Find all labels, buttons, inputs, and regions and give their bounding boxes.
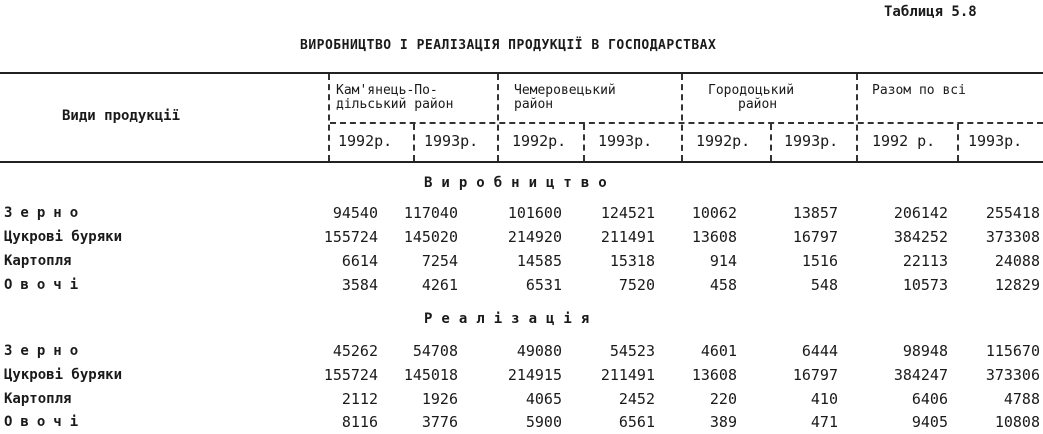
cell: 145020	[403, 228, 458, 246]
col-sep-year2	[583, 124, 585, 161]
header-mid-rule	[330, 122, 1043, 124]
table-label: Таблиця 5.8	[884, 4, 977, 20]
row-label: Цукрові буряки	[4, 229, 123, 245]
col-sep-region3	[856, 74, 858, 161]
section-title-production: Виробництво	[424, 175, 616, 191]
year-header: 1993р.	[424, 132, 479, 150]
year-header: 1993р.	[598, 132, 653, 150]
row-label: Цукрові буряки	[4, 367, 123, 383]
cell: 914	[709, 252, 737, 270]
cell: 13857	[792, 204, 838, 222]
cell: 13608	[691, 228, 737, 246]
cell: 410	[810, 390, 838, 408]
year-header: 1992р.	[512, 132, 567, 150]
cell: 384252	[893, 228, 948, 246]
region-header-2: Чемеровецький район	[514, 83, 616, 112]
cell: 206142	[893, 204, 948, 222]
row-label: Овочі	[4, 277, 87, 293]
cell: 101600	[507, 204, 562, 222]
cell: 1516	[801, 252, 838, 270]
region-header-1: Кам'янець-По- дільський район	[336, 83, 454, 112]
year-header: 1992 р.	[872, 132, 936, 150]
cell: 373306	[985, 366, 1040, 384]
cell: 14585	[516, 252, 562, 270]
cell: 3584	[341, 276, 378, 294]
row-label: Овочі	[4, 414, 87, 430]
cell: 373308	[985, 228, 1040, 246]
cell: 54708	[412, 342, 458, 360]
cell: 117040	[403, 204, 458, 222]
cell: 12829	[994, 276, 1040, 294]
cell: 49080	[516, 342, 562, 360]
cell: 145018	[403, 366, 458, 384]
cell: 384247	[893, 366, 948, 384]
cell: 24088	[994, 252, 1040, 270]
cell: 6531	[525, 276, 562, 294]
header-bottom-rule	[0, 161, 1043, 163]
cell: 54523	[609, 342, 655, 360]
cell: 22113	[902, 252, 948, 270]
cell: 6406	[911, 390, 948, 408]
cell: 211491	[600, 366, 655, 384]
row-label: Картопля	[4, 253, 72, 269]
cell: 548	[810, 276, 838, 294]
cell: 5900	[525, 413, 562, 431]
cell: 4788	[1003, 390, 1040, 408]
cell: 2112	[341, 390, 378, 408]
cell: 3776	[421, 413, 458, 431]
cell: 4601	[700, 342, 737, 360]
row-label-header: Види продукції	[62, 108, 181, 124]
cell: 9405	[911, 413, 948, 431]
col-sep-year4	[957, 124, 959, 161]
cell: 4261	[421, 276, 458, 294]
year-header: 1992р.	[338, 132, 393, 150]
cell: 15318	[609, 252, 655, 270]
row-label: Зерно	[4, 343, 87, 359]
cell: 155724	[323, 228, 378, 246]
row-label: Картопля	[4, 391, 72, 407]
cell: 214915	[507, 366, 562, 384]
cell: 13608	[691, 366, 737, 384]
cell: 98948	[902, 342, 948, 360]
year-header: 1993р.	[968, 132, 1023, 150]
cell: 471	[810, 413, 838, 431]
row-label: Зерно	[4, 205, 87, 221]
cell: 8116	[341, 413, 378, 431]
cell: 124521	[600, 204, 655, 222]
cell: 2452	[618, 390, 655, 408]
table-top-rule	[0, 72, 1043, 74]
cell: 10062	[691, 204, 737, 222]
cell: 16797	[792, 366, 838, 384]
cell: 6444	[801, 342, 838, 360]
cell: 389	[709, 413, 737, 431]
cell: 155724	[323, 366, 378, 384]
region-header-4: Разом по всі	[872, 83, 966, 98]
cell: 4065	[525, 390, 562, 408]
cell: 220	[709, 390, 737, 408]
cell: 255418	[985, 204, 1040, 222]
cell: 211491	[600, 228, 655, 246]
year-header: 1992р.	[696, 132, 751, 150]
col-sep-year3	[770, 124, 772, 161]
cell: 1926	[421, 390, 458, 408]
col-sep-year1	[413, 124, 415, 161]
year-header: 1993р.	[784, 132, 839, 150]
section-title-sales: Реалізація	[424, 311, 599, 327]
region-header-3: Городоцький район	[708, 83, 795, 112]
cell: 7254	[421, 252, 458, 270]
cell: 115670	[985, 342, 1040, 360]
table-title: ВИРОБНИЦТВО І РЕАЛІЗАЦІЯ ПРОДУКЦІЇ В ГОСПОДАРСТВАХ	[300, 38, 717, 53]
cell: 45262	[332, 342, 378, 360]
cell: 458	[709, 276, 737, 294]
cell: 16797	[792, 228, 838, 246]
cell: 7520	[618, 276, 655, 294]
cell: 10808	[994, 413, 1040, 431]
col-sep-region2	[681, 74, 683, 161]
cell: 214920	[507, 228, 562, 246]
cell: 6614	[341, 252, 378, 270]
cell: 94540	[332, 204, 378, 222]
cell: 10573	[902, 276, 948, 294]
col-sep-region1	[497, 74, 499, 161]
cell: 6561	[618, 413, 655, 431]
col-sep-label	[328, 74, 330, 161]
